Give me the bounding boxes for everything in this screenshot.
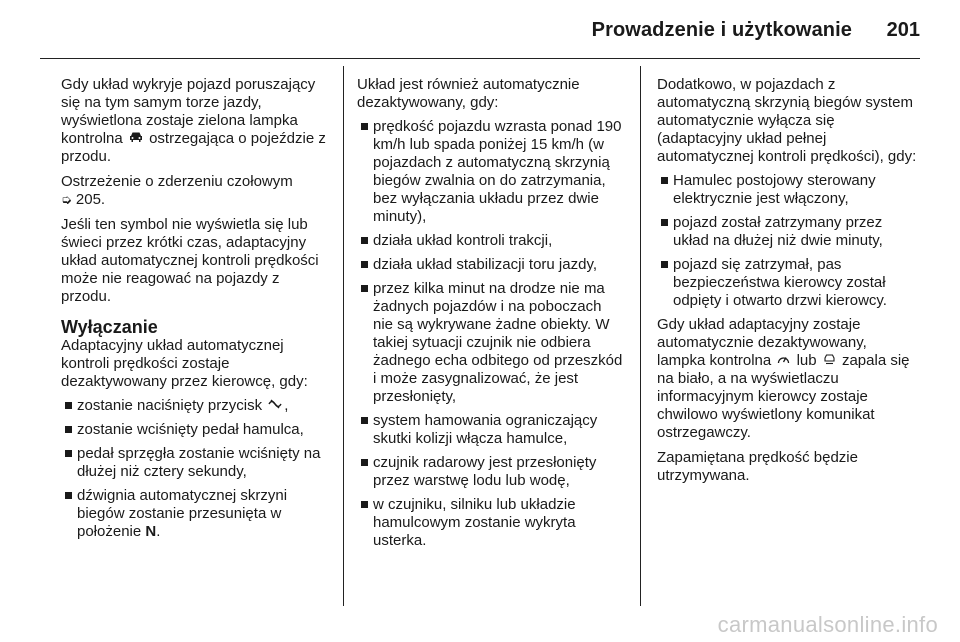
bullet-icon [361,123,368,130]
car-front-icon [129,130,143,148]
list-item: dźwignia automatycznej skrzyni biegów zostanie przesunięta w położenie N. [61,487,333,541]
list-item [657,214,917,250]
paragraph: Jeśli ten symbol nie wyświetla się lub świeci przez krótki czas, adaptacyjny układ automatycznej kontroli prędkości może nie reagować na pojazdy z przodu. [61,216,319,305]
text: Gdy układ adaptacyjny zostaje automatycznie dezaktywowany, lampka kontrolna [657,316,867,369]
text: ostrzegająca o pojeździe z przodu. [61,130,326,165]
list-item [357,118,625,226]
paragraph: Zapamiętana prędkość będzie utrzymywana. [657,449,858,484]
text: pojazd został zatrzymany przez układ na dłużej niż dwie minuty, [673,214,883,249]
column-1 [61,76,333,547]
text: pojazd się zatrzymał, pas bezpieczeństwa kierowcy został odpięty i otwarto drzwi kierowcy. [673,256,887,309]
paragraph: Układ jest również automatycznie dezaktywowany, gdy: [357,76,580,111]
bullet-icon [361,237,368,244]
bullet-icon [65,492,72,499]
cancel-button-icon [268,397,282,415]
bullet-icon [65,450,72,457]
paragraph [61,173,333,209]
column-divider [640,66,641,606]
bullet-icon [361,459,368,466]
speedometer-icon [777,352,790,370]
text: zostanie wciśnięty pedał hamulca, [77,421,304,438]
list-item [61,421,333,439]
bullet-icon [65,426,72,433]
adaptive-cruise-icon [823,352,836,370]
bullet-icon [361,501,368,508]
text: Hamulec postojowy sterowany elektrycznie jest włączony, [673,172,876,207]
watermark: carmanualsonline.info [717,612,938,637]
text: działa układ kontroli trakcji, [373,232,553,249]
text: dźwignia automatycznej skrzyni biegów zostanie przesunięta w położenie [77,487,288,540]
paragraph [657,316,917,442]
section-heading: Wyłączanie [61,317,158,337]
bullet-icon [361,417,368,424]
gear-position-label: N [145,523,157,540]
page-number: 201 [886,19,920,41]
text: zapala się na biało, a na wyświetlaczu informacyjnym kierowcy zostaje chwilowo wyświetlony komunikat ostrzegawczy. [657,352,910,441]
bullet-list [357,118,625,550]
list-item [61,445,333,481]
text: pedał sprzęgła zostanie wciśnięty na dłużej niż cztery sekundy, [77,445,321,480]
text: zostanie naciśnięty przycisk [77,397,263,414]
column-2 [357,76,625,556]
list-item [357,256,625,274]
list-item [357,280,625,406]
list-item: zostanie naciśnięty przycisk , [61,397,333,415]
page-title: Prowadzenie i użytkowanie [591,19,852,41]
bullet-icon [661,177,668,184]
list-item [657,172,917,208]
text: system hamowania ograniczający skutki kolizji włącza hamulce, [373,412,598,447]
page-reference[interactable]: 205. [75,191,106,208]
bullet-list [61,397,333,541]
bullet-icon [661,219,668,226]
text: w czujniku, silniku lub układzie hamulcowym zostanie wykryta usterka. [373,496,576,549]
bullet-icon [361,285,368,292]
list-item [657,256,917,310]
page-header [0,0,960,58]
header-rule [40,58,920,59]
list-item [357,496,625,550]
text: działa układ stabilizacji toru jazdy, [373,256,597,273]
text: Gdy układ wykryje pojazd poruszający się na tym samym torze jazdy, wyświetlona zostaje zielona lampka kontrolna [61,76,316,147]
paragraph: Adaptacyjny układ automatycznej kontroli prędkości zostaje dezaktywowany przez kierowcę, gdy: [61,337,308,390]
column-divider [343,66,344,606]
list-item [357,412,625,448]
column-3 [657,76,917,492]
bullet-list [657,172,917,310]
paragraph: Dodatkowo, w pojazdach z automatyczną skrzynią biegów system automatycznie wyłącza się (adaptacyjny układ pełnej automatycznej kontroli prędkości), gdy: [657,76,917,165]
bullet-icon [661,261,668,268]
bullet-icon [65,402,72,409]
list-item [357,232,625,250]
text: przez kilka minut na drodze nie ma żadnych pojazdów i na poboczach nie są wykrywane żadne obiekty. W takiej sytuacji czujnik nie odbiera żadnego echa odbitego od przeszkód i może zasygnalizować, że jest przesłonięty, [373,280,623,405]
text: czujnik radarowy jest przesłonięty przez warstwę lodu lub wodę, [373,454,597,489]
text: lub [796,352,817,369]
paragraph [61,76,333,166]
text: Ostrzeżenie o zderzeniu czołowym [61,173,293,190]
bullet-icon [361,261,368,268]
list-item [357,454,625,490]
text: prędkość pojazdu wzrasta ponad 190 km/h lub spada poniżej 15 km/h (w pojazdach z automatyczną skrzynią biegów zwalnia on do zatrzymania, bez wyłączania układu przez dwie minuty), [373,118,622,225]
reference-arrow-icon: ➭ [61,192,72,207]
